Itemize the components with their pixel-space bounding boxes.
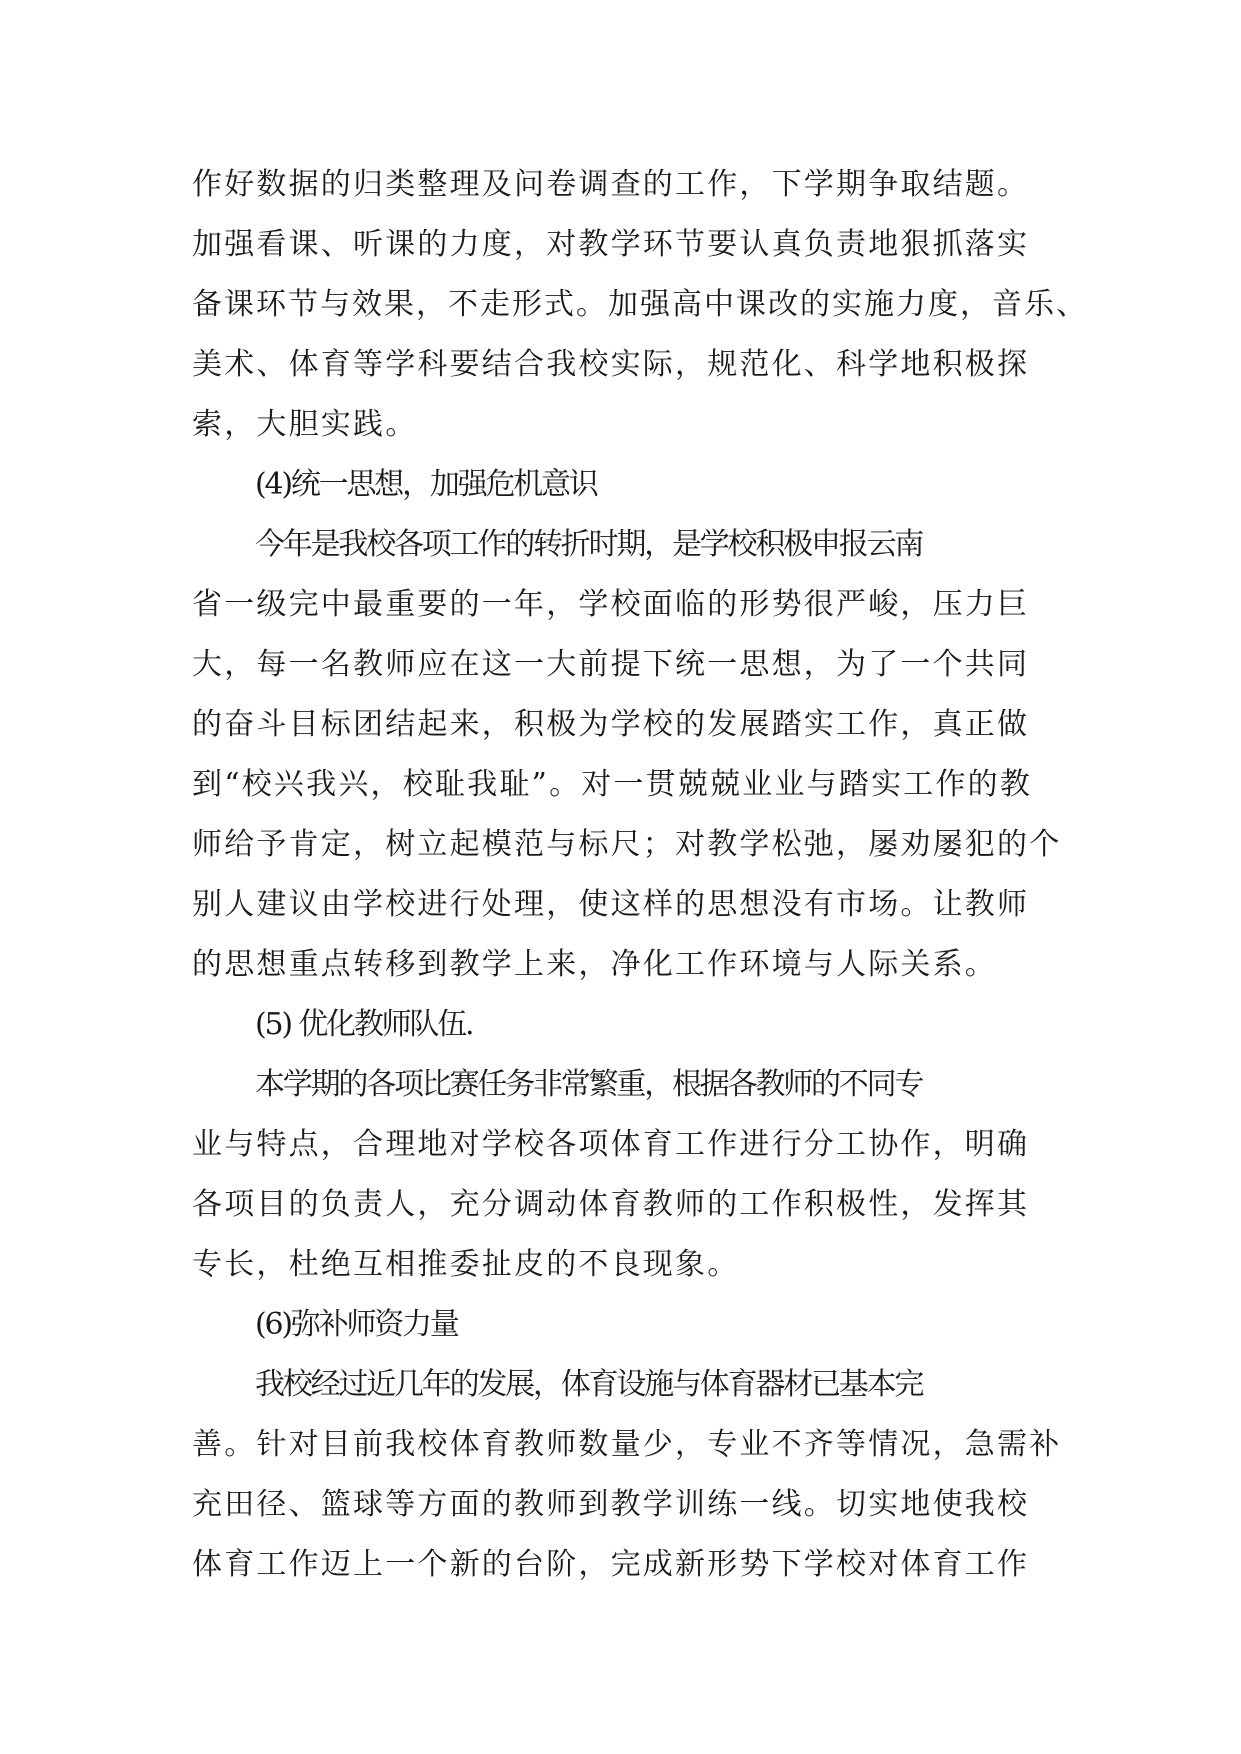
text-line: 加强看课、听课的力度，对教学环节要认真负责地狠抓落实: [192, 227, 1030, 262]
text-line: 索，大胆实践。: [192, 407, 418, 442]
text-line: 备课环节与效果，不走形式。加强高中课改的实施力度，音乐、: [192, 287, 1088, 322]
text-line: 今年是我校各项工作的转折时期，是学校积极申报云南: [255, 527, 923, 562]
text-line: 大，每一名教师应在这一大前提下统一思想，为了一个共同: [192, 647, 1030, 682]
text-line: 作好数据的归类整理及问卷调查的工作，下学期争取结题。: [192, 167, 1030, 202]
text-line: 美术、体育等学科要结合我校实际，规范化、科学地积极探: [192, 347, 1030, 382]
text-line: 的奋斗目标团结起来，积极为学校的发展踏实工作，真正做: [192, 707, 1030, 742]
text-line: 省一级完中最重要的一年，学校面临的形势很严峻，压力巨: [192, 587, 1030, 622]
text-line: 充田径、篮球等方面的教师到教学训练一线。切实地使我校: [192, 1487, 1030, 1522]
text-line: 别人建议由学校进行处理，使这样的思想没有市场。让教师: [192, 887, 1030, 922]
text-line: 我校经过近几年的发展，体育设施与体育器材已基本完: [255, 1367, 923, 1402]
section-heading: (6)弥补师资力量: [255, 1307, 458, 1342]
section-heading: (4)统一思想，加强危机意识: [255, 467, 597, 502]
text-line: 到“校兴我兴，校耻我耻”。对一贯兢兢业业与踏实工作的教: [192, 767, 1033, 802]
text-line: 善。针对目前我校体育教师数量少，专业不齐等情况，急需补: [192, 1427, 1062, 1462]
text-line: 业与特点，合理地对学校各项体育工作进行分工协作，明确: [192, 1127, 1030, 1162]
section-heading: (5) 优化教师队伍.: [255, 1007, 473, 1042]
text-line: 本学期的各项比赛任务非常繁重，根据各教师的不同专: [255, 1067, 923, 1102]
text-line: 各项目的负责人，充分调动体育教师的工作积极性，发挥其: [192, 1187, 1030, 1222]
text-line: 师给予肯定，树立起模范与标尺；对教学松弛，屡劝屡犯的个: [192, 827, 1062, 862]
text-line: 体育工作迈上一个新的台阶，完成新形势下学校对体育工作: [192, 1547, 1030, 1582]
text-line: 专长，杜绝互相推委扯皮的不良现象。: [192, 1247, 740, 1282]
text-line: 的思想重点转移到教学上来，净化工作环境与人际关系。: [192, 947, 997, 982]
